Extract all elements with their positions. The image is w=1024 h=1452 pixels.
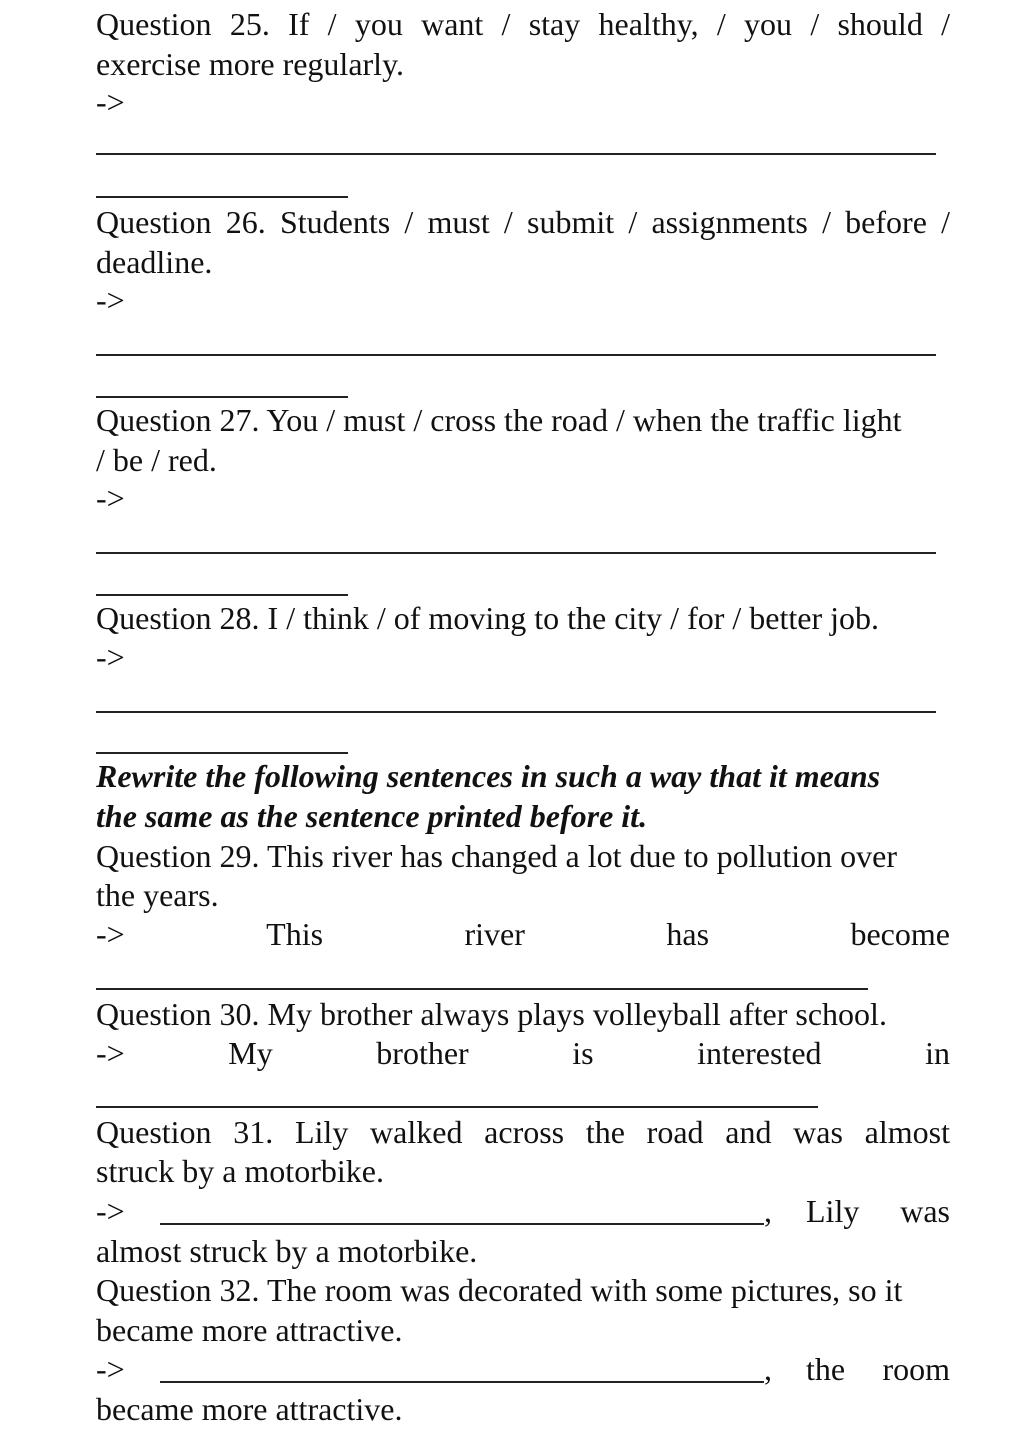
q31-word: walked	[370, 1114, 463, 1150]
q32-line-1: Question 32. The room was decorated with some pictures, so it	[96, 1272, 903, 1308]
q32-answer-prompt	[96, 1349, 950, 1389]
q25-arrow: ->	[96, 84, 125, 120]
q30-answer-word: My	[228, 1035, 273, 1071]
q27-line-2: / be / red.	[96, 442, 217, 478]
q25-word: If	[288, 6, 310, 42]
q31-answer-comma: ,	[764, 1193, 772, 1229]
q25-word: want	[421, 6, 484, 42]
q26-word: /	[628, 204, 638, 240]
q29-answer-word: river	[464, 916, 525, 952]
instruction-line-2: the same as the sentence printed before it.	[96, 798, 648, 834]
q29-answer-word: This	[266, 916, 324, 952]
q32-answer-blank[interactable]	[160, 1351, 764, 1383]
q32-answer-word: room	[882, 1351, 950, 1387]
q25-line-1	[96, 4, 950, 44]
q31-word: Lily	[294, 1114, 349, 1150]
q25-word: stay	[528, 6, 581, 42]
q29-answer-arrow: ->	[96, 916, 125, 952]
q25-word: 25.	[229, 6, 270, 42]
q25-word: you	[354, 6, 403, 42]
q26-word: /	[941, 204, 950, 240]
q30-answer-word: brother	[376, 1035, 469, 1071]
q26-word: /	[503, 204, 513, 240]
q30-answer-word: interested	[697, 1035, 822, 1071]
q32-line-2: became more attractive.	[96, 1312, 403, 1348]
q26-word: /	[822, 204, 831, 240]
q31-word: across	[484, 1114, 565, 1150]
q25-word: Question	[96, 6, 212, 42]
q28-answer-line[interactable]	[96, 711, 936, 713]
q25-word: /	[810, 6, 820, 42]
q26-word: before	[845, 204, 927, 240]
q31-word: and	[725, 1114, 772, 1150]
q28-line-1: Question 28. I / think / of moving to the city / for / better job.	[96, 600, 879, 636]
q31-answer-word: Lily	[806, 1193, 860, 1229]
q31-answer-blank[interactable]	[160, 1193, 764, 1225]
q29-answer-word: become	[850, 916, 950, 952]
instruction-line-1: Rewrite the following sentences in such a way that it means	[96, 758, 881, 794]
q26-line-2: deadline.	[96, 244, 213, 280]
q25-line-2: exercise more regularly.	[96, 46, 404, 82]
q25-answer-line[interactable]	[96, 153, 936, 155]
q29-line-2: the years.	[96, 877, 219, 913]
q25-word: /	[501, 6, 511, 42]
q30-answer-prompt	[96, 1033, 950, 1073]
q31-answer-line-2: almost struck by a motorbike.	[96, 1233, 478, 1269]
q29-line-1: Question 29. This river has changed a lot due to pollution over	[96, 838, 898, 874]
q32-answer-word: the	[806, 1351, 846, 1387]
q26-word: assignments	[651, 204, 808, 240]
q25-word: you	[744, 6, 793, 42]
q32-answer-comma: ,	[764, 1351, 772, 1387]
q31-word: the	[585, 1114, 625, 1150]
q26-word: Question	[96, 204, 212, 240]
q31-word: Question	[96, 1114, 212, 1150]
q30-answer-arrow: ->	[96, 1035, 125, 1071]
q31-answer-prompt	[96, 1191, 950, 1231]
q25-word: /	[716, 6, 726, 42]
q26-word: must	[427, 204, 490, 240]
q29-answer-prompt	[96, 914, 950, 954]
q31-word: almost	[864, 1114, 950, 1150]
q26-arrow: ->	[96, 282, 125, 318]
q31-line-1	[96, 1112, 950, 1152]
q31-answer-arrow: ->	[96, 1193, 125, 1229]
q28-answer-line-short[interactable]	[96, 752, 348, 754]
q26-word: /	[404, 204, 414, 240]
q31-word: road	[646, 1114, 704, 1150]
q25-word: /	[327, 6, 337, 42]
q25-word: healthy,	[598, 6, 699, 42]
q27-answer-line[interactable]	[96, 552, 936, 554]
q26-answer-line-short[interactable]	[96, 396, 348, 398]
q27-answer-line-short[interactable]	[96, 594, 348, 596]
q27-arrow: ->	[96, 480, 125, 516]
q30-answer-line[interactable]	[96, 1106, 818, 1108]
q26-word: 26.	[225, 204, 266, 240]
q30-line-1: Question 30. My brother always plays volleyball after school.	[96, 996, 887, 1032]
q26-line-1	[96, 202, 950, 242]
q26-answer-line[interactable]	[96, 354, 936, 356]
q27-line-1: Question 27. You / must / cross the road / when the traffic light	[96, 402, 902, 438]
q28-arrow: ->	[96, 639, 125, 675]
q30-answer-word: in	[925, 1035, 950, 1071]
q25-word: /	[941, 6, 950, 42]
q31-answer-word: was	[900, 1193, 950, 1229]
q30-answer-word: is	[572, 1035, 594, 1071]
q29-answer-line[interactable]	[96, 988, 868, 990]
q25-answer-line-short[interactable]	[96, 196, 348, 198]
q31-line-2: struck by a motorbike.	[96, 1153, 384, 1189]
q32-answer-arrow: ->	[96, 1351, 125, 1387]
q26-word: Students	[279, 204, 391, 240]
q32-answer-line-2: became more attractive.	[96, 1391, 403, 1427]
q31-word: was	[793, 1114, 843, 1150]
q31-word: 31.	[233, 1114, 274, 1150]
q25-word: should	[837, 6, 923, 42]
q29-answer-word: has	[666, 916, 710, 952]
q26-word: submit	[527, 204, 615, 240]
